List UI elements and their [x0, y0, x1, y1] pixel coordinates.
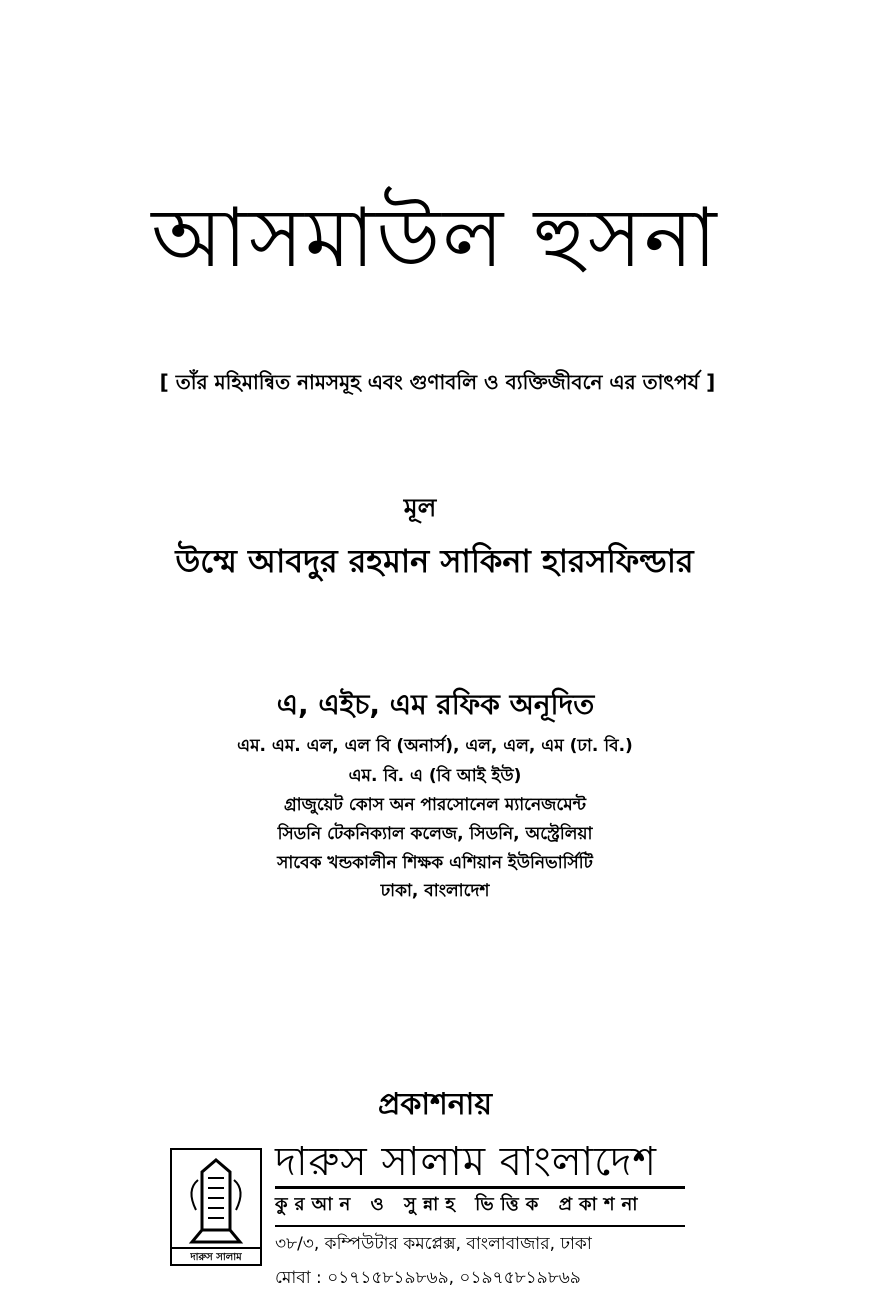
qualification-line: গ্রাজুয়েট কোস অন পারসোনেল ম্যানেজমেন্ট [283, 795, 587, 815]
publisher-block [275, 1140, 685, 1293]
logo-label: দারুস সালাম [190, 1252, 242, 1263]
qualification-line: সিডনি টেকনিক্যাল কলেজ, সিডনি, অস্ট্রেলিয়া [277, 824, 593, 844]
qualification-line: ঢাকা, বাংলাদেশ [380, 881, 490, 901]
publisher-phone: মোবা : ০১৭১৫৮১৯৮৬৯, ০১৯৭৫৮১৯৮৬৯ [275, 1268, 581, 1288]
publisher-name: দারুস সালাম বাংলাদেশ [275, 1139, 658, 1185]
book-subtitle: [ তাঁর মহিমান্বিত নামসমূহ এবং গুণাবলি ও ব্যক্তিজীবনে এর তাৎপর্য ] [159, 370, 716, 394]
publisher-address: ৩৮/৩, কম্পিউটার কমপ্লেক্স, বাংলাবাজার, ঢাকা [275, 1225, 685, 1259]
original-label: মূল [403, 493, 437, 522]
publication-label: প্রকাশনায় [377, 1087, 493, 1122]
qualification-line: এম. বি. এ (বি আই ইউ) [348, 766, 522, 786]
translator-line: এ, এইচ, এম রফিক অনূদিত [276, 688, 595, 721]
qualification-line: এম. এম. এল, এল বি (অনার্স), এল, এল, এম (ঢা. বি.) [237, 736, 633, 756]
publisher-logo-icon [170, 1148, 262, 1266]
publisher-tagline: কুরআন ও সুন্নাহ ভিত্তিক প্রকাশনা [275, 1186, 685, 1221]
book-title: আসমাউল হুসনা [151, 191, 719, 286]
author-name: উম্মে আবদুর রহমান সাকিনা হারসফিল্ডার [175, 542, 694, 580]
qualification-line: সাবেক খন্ডকালীন শিক্ষক এশিয়ান ইউনিভার্সিটি [277, 853, 593, 873]
